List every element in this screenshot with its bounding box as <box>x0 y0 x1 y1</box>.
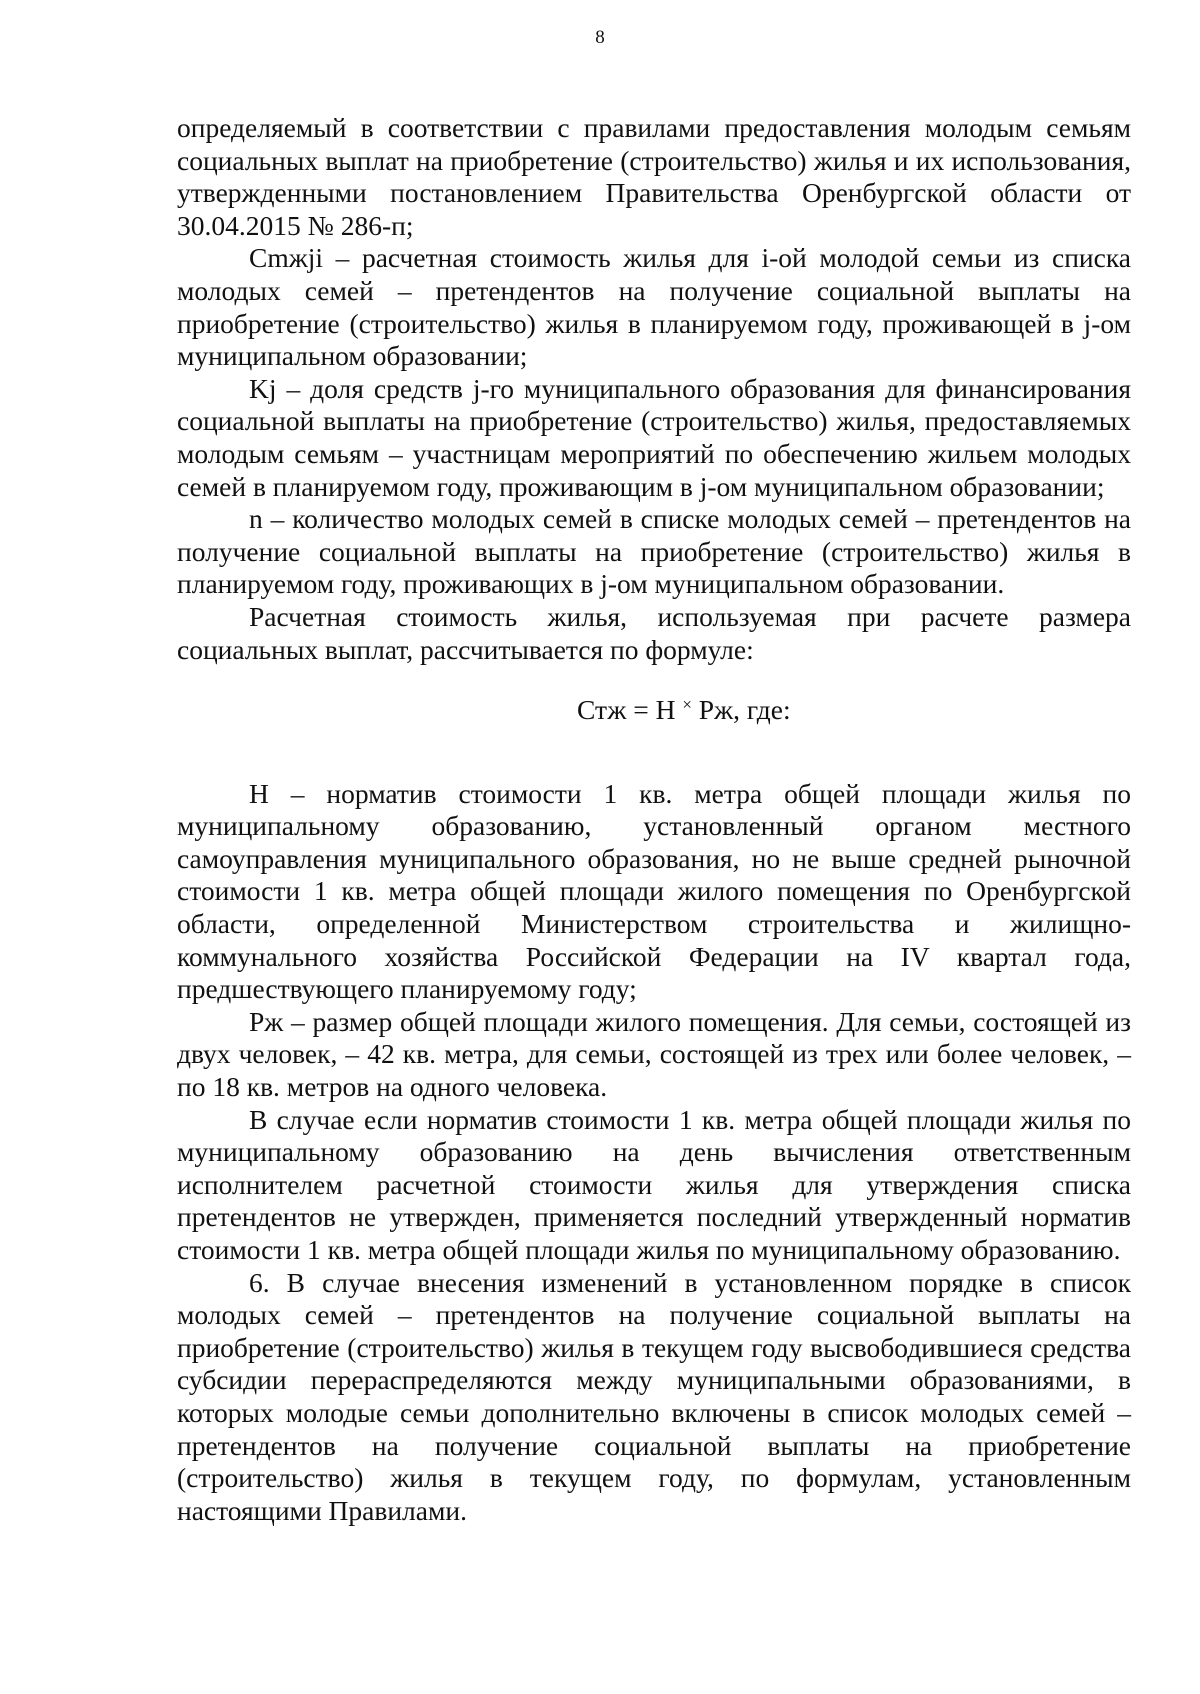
paragraph-section-6: 6. В случае внесения изменений в установленном порядке в список молодых семей – претендентов на получение социальной выплаты на приобретение (строительство) жилья в текущем году высвободившиеся средства субсидии перераспределяются между муниципальными образованиями, в которых молодые семьи дополнительно включены в список молодых семей – претендентов на получение социальной выплаты на приобретение (строительство) жилья в текущем году, по формулам, установленным настоящими Правилами. <box>177 1266 1131 1526</box>
page-number: 8 <box>595 27 605 48</box>
paragraph-norm-not-approved: В случае если норматив стоимости 1 кв. метра общей площади жилья по муниципальному образованию на день вычисления ответственным исполнителем расчетной стоимости жилья для утверждения списка претендентов не утвержден, применяется последний утвержденный норматив стоимости 1 кв. метра общей площади жилья по муниципальному образованию. <box>177 1103 1131 1265</box>
document-body <box>177 112 1131 1527</box>
paragraph-kj-definition: Kj – доля средств j-го муниципального образования для финансирования социальной выплаты на приобретение (строительство) жилья, предоставляемых молодым семьям – участницам мероприятий по обеспечению жильем молодых семей в планируемом году, проживающим в j-ом муниципальном образовании; <box>177 372 1131 502</box>
paragraph-n-definition: n – количество молодых семей в списке молодых семей – претендентов на получение социальной выплаты на приобретение (строительство) жилья в планируемом году, проживающих в j-ом муниципальном образовании. <box>177 503 1131 600</box>
multiply-sign: × <box>682 695 692 715</box>
formula-right: Рж, где: <box>691 694 791 726</box>
paragraph-h-definition: Н – норматив стоимости 1 кв. метра общей площади жилья по муниципальному образованию, установленный органом местного самоуправления муниципального образования, но не выше средней рыночной стоимости 1 кв. метра общей площади жилого помещения по Оренбургской области, определенной Министерством строительства и жилищно-коммунального хозяйства Российской Федерации на IV квартал года, предшествующего планируемому году; <box>177 777 1131 1005</box>
paragraph-definition-continuation: определяемый в соответствии с правилами предоставления молодым семьям социальных выплат на приобретение (строительство) жилья и их использования, утвержденными постановлением Правительства Оренбургской области от 30.04.2015 № 286-п; <box>177 112 1131 241</box>
formula-left: Стж = Н <box>577 694 683 726</box>
paragraph-cost-formula-intro: Расчетная стоимость жилья, используемая при расчете размера социальных выплат, рассчитывается по формуле: <box>177 600 1131 665</box>
paragraph-cmzhji-definition: Cmжji – расчетная стоимость жилья для i-ой молодой семьи из списка молодых семей – претендентов на получение социальной выплаты на приобретение (строительство) жилья в планируемом году, проживающей в j-ом муниципальном образовании; <box>177 242 1131 372</box>
housing-cost-formula <box>177 666 1131 778</box>
paragraph-rzh-definition: Рж – размер общей площади жилого помещения. Для семьи, состоящей из двух человек, – 42 кв. метра, для семьи, состоящей из трех или более человек, – по 18 кв. метров на одного человека. <box>177 1005 1131 1103</box>
